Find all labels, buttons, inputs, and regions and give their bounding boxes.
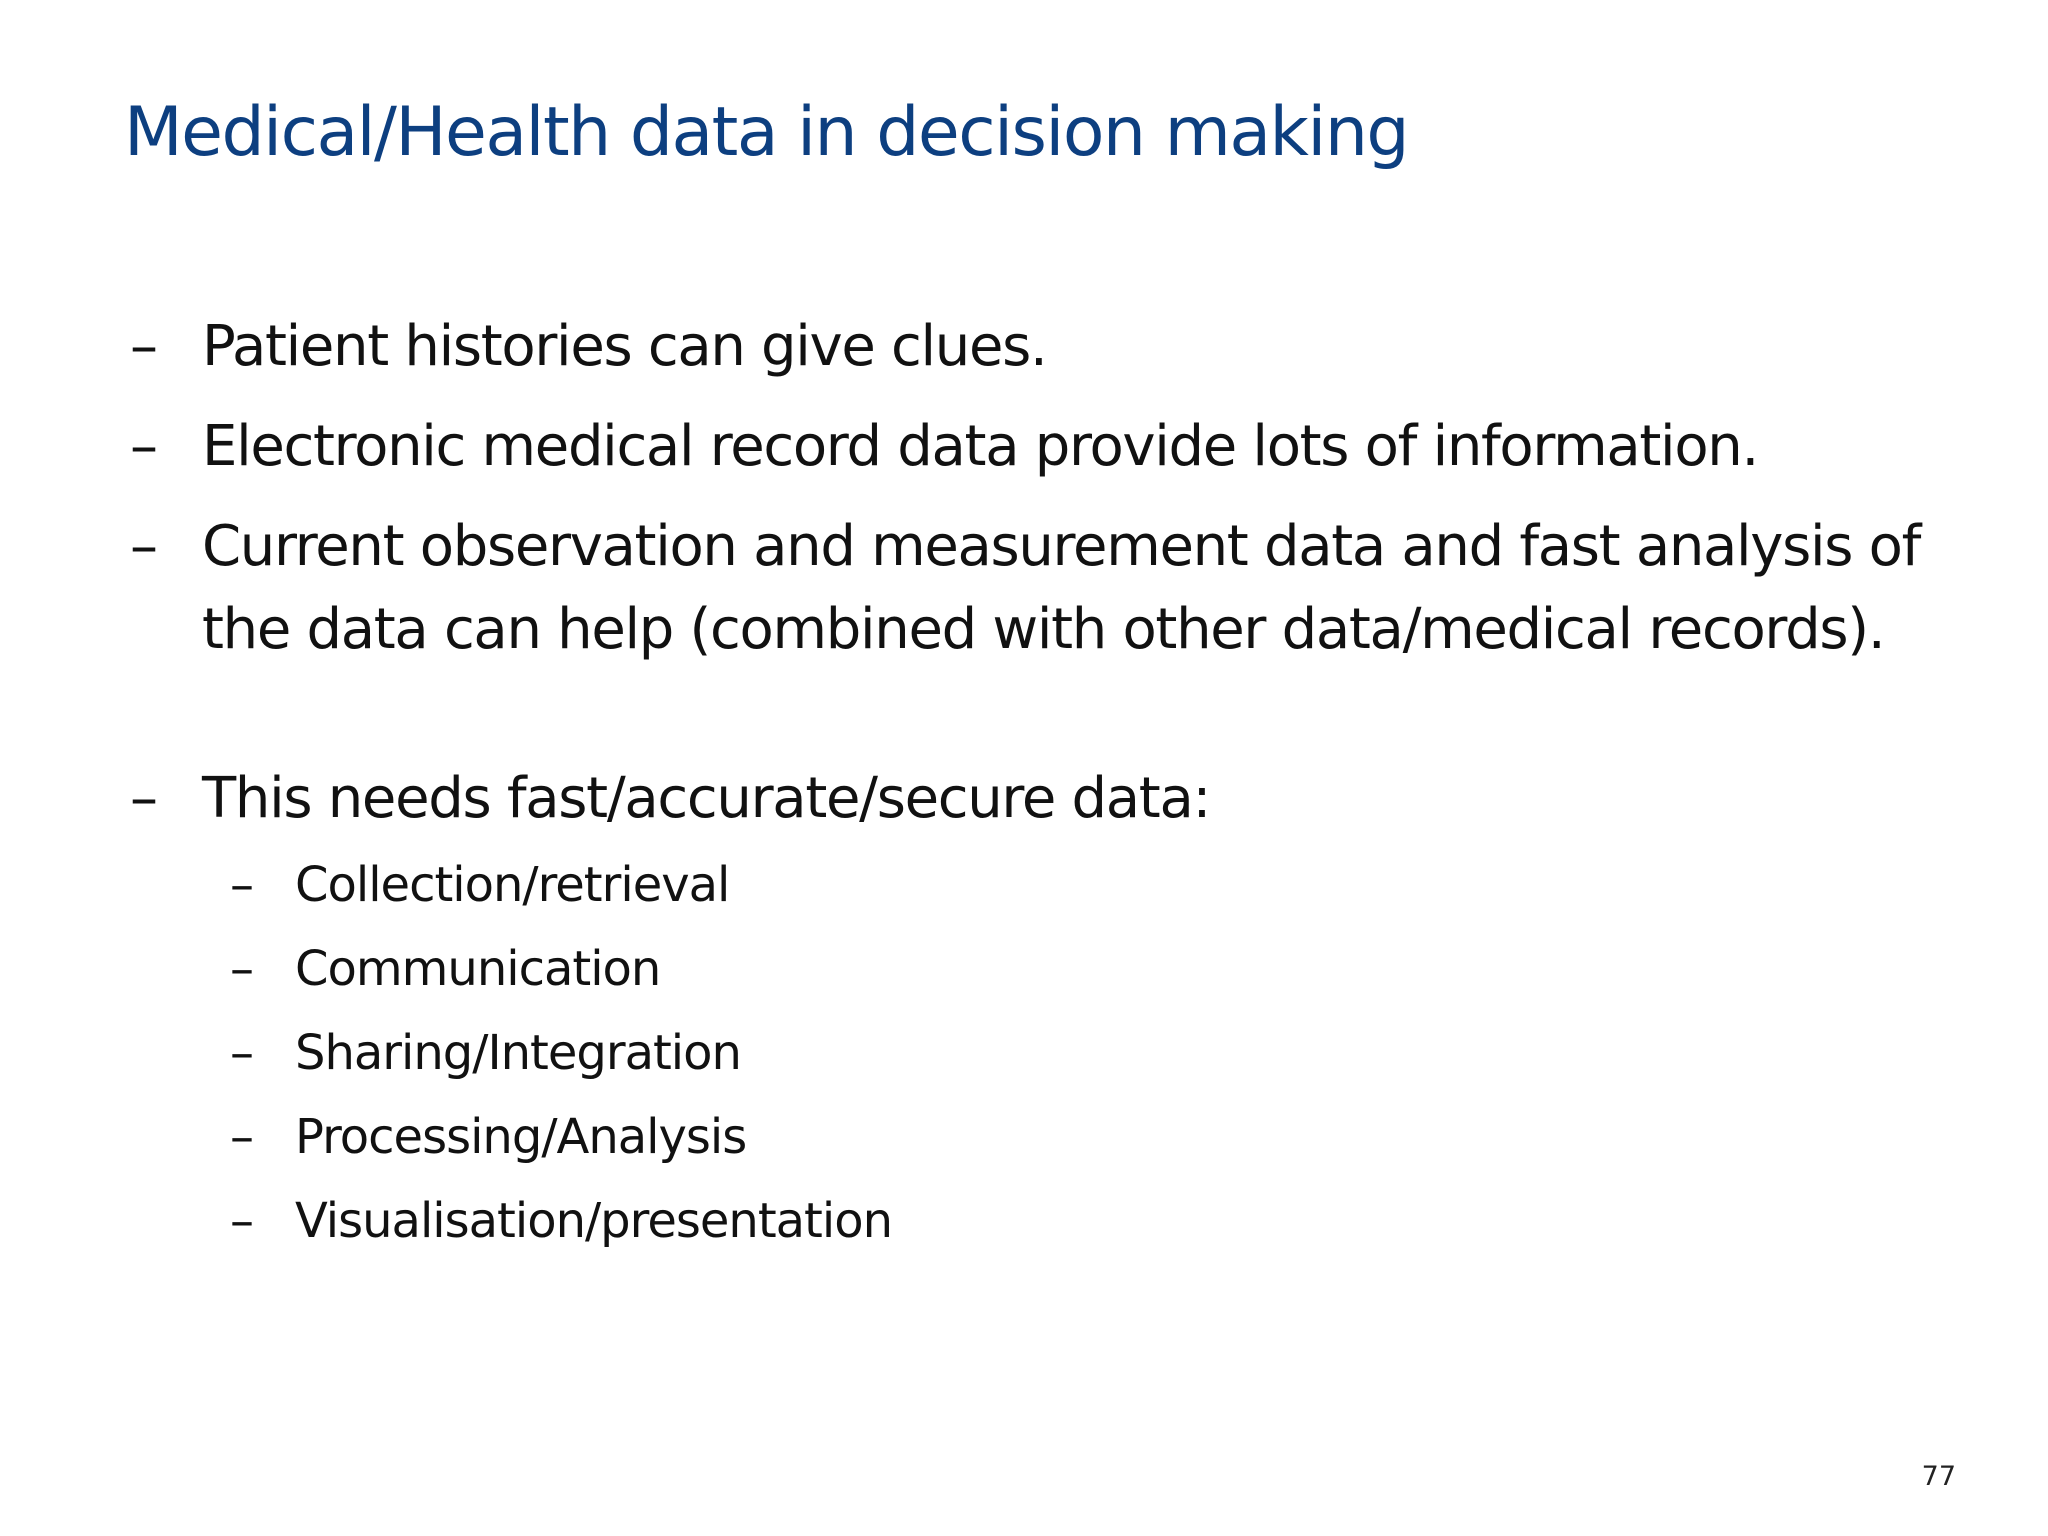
sub-bullet-item <box>130 1021 1940 1085</box>
dash-marker: – <box>230 1109 253 1165</box>
sub-bullet-text: Communication <box>295 941 661 997</box>
sub-bullet-item <box>130 937 1940 1001</box>
page-number: 77 <box>1921 1461 1956 1492</box>
sub-bullet-item <box>130 1105 1940 1169</box>
dash-marker: – <box>130 314 157 379</box>
dash-marker: – <box>130 766 157 831</box>
bullet-item <box>130 405 1940 488</box>
dash-marker: – <box>130 414 157 479</box>
bullet-text: Current observation and measurement data and fast analysis of the data can help (combined with other data/medical records). <box>202 514 1921 662</box>
bullet-list <box>130 305 1940 1273</box>
sub-bullet-text: Sharing/Integration <box>295 1025 741 1081</box>
sub-bullet-text: Processing/Analysis <box>295 1109 747 1165</box>
dash-marker: – <box>230 1193 253 1249</box>
bullet-item <box>130 757 1940 840</box>
bullet-text: This needs fast/accurate/secure data: <box>202 766 1211 831</box>
bullet-text: Electronic medical record data provide lots of information. <box>202 414 1758 479</box>
sub-bullet-text: Visualisation/presentation <box>295 1193 892 1249</box>
dash-marker: – <box>230 857 253 913</box>
dash-marker: – <box>130 514 157 579</box>
sub-bullet-text: Collection/retrieval <box>295 857 730 913</box>
bullet-text: Patient histories can give clues. <box>202 314 1047 379</box>
bullet-item <box>130 305 1940 388</box>
dash-marker: – <box>230 1025 253 1081</box>
sub-bullet-item <box>130 1189 1940 1253</box>
slide-title: Medical/Health data in decision making <box>124 93 1409 172</box>
dash-marker: – <box>230 941 253 997</box>
sub-bullet-item <box>130 853 1940 917</box>
bullet-item <box>130 505 1940 671</box>
sub-bullet-list <box>130 853 1940 1253</box>
